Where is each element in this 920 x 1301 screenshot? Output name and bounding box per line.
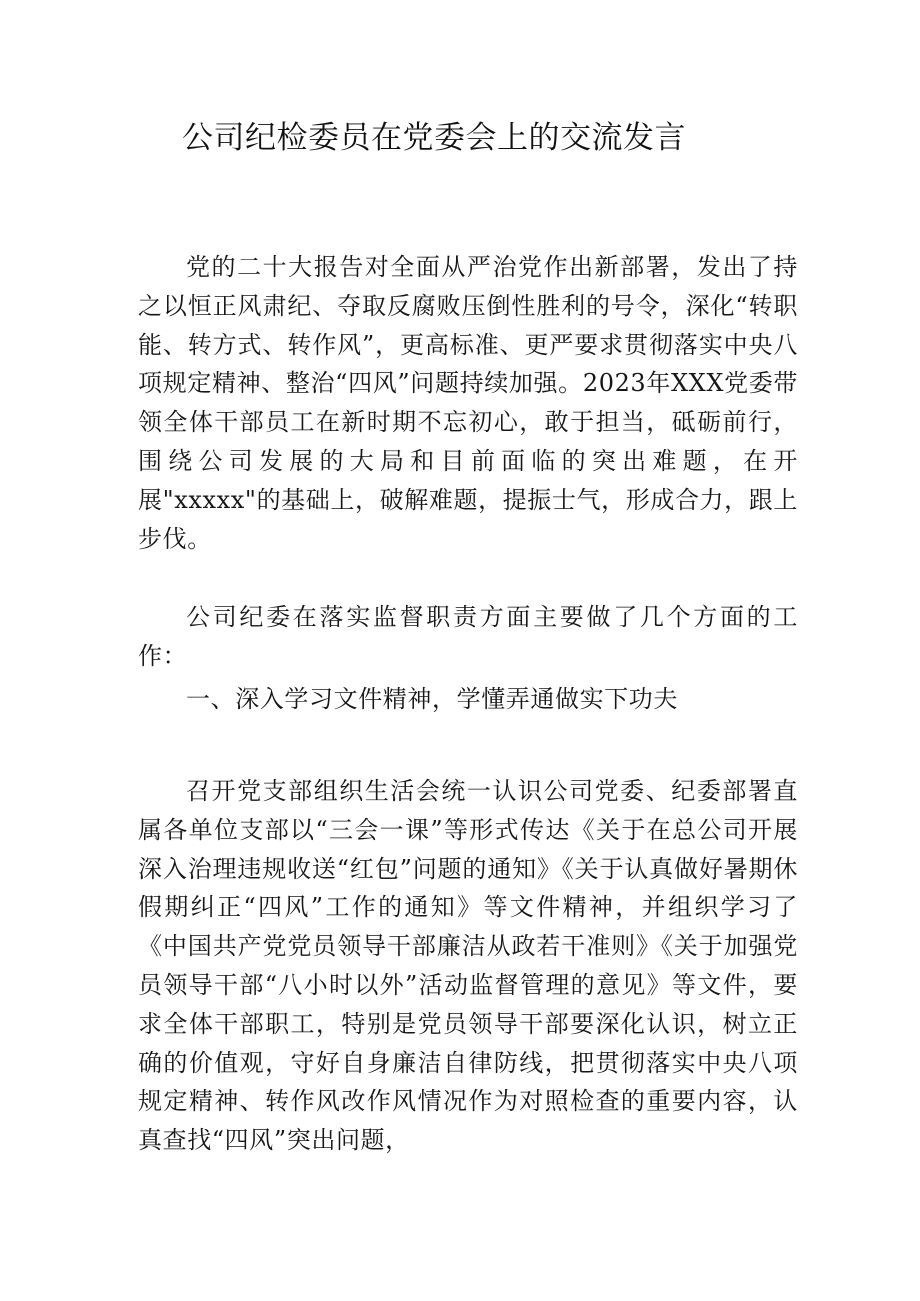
section-heading-1: 一、深入学习文件精神，学懂弄通做实下功夫 [186, 685, 678, 713]
document-title: 公司纪检委员在党委会上的交流发言 [182, 120, 686, 156]
paragraph-intro: 党的二十大报告对全面从严治党作出新部署，发出了持之以恒正风肃纪、夺取反腐败压倒性胜利的号令，深化“转职能、转方式、转作风”，更高标准、更严要求贯彻落实中央八项规定精神、整治“四风”问题持续加强。2023年XXX党委带领全体干部员工在新时期不忘初心，敢于担当，砥砺前行，围绕公司发展的大局和目前面临的突出难题，在开展"xxxxx"的基础上，破解难题，提振士气，形成合力，跟上步伐。 [138, 253, 798, 553]
paragraph-work-summary: 公司纪委在落实监督职责方面主要做了几个方面的工作： [138, 603, 798, 670]
paragraph-section-1-body: 召开党支部组织生活会统一认识公司党委、纪委部署直属各单位支部以“三会一课”等形式传达《关于在总公司开展深入治理违规收送“红包”问题的通知》《关于认真做好暑期休假期纠正“四风”工作的通知》等文件精神，并组织学习了《中国共产党党员领导干部廉洁从政若干准则》《关于加强党员领导干部“八小时以外”活动监督管理的意见》等文件，要求全体干部职工，特别是党员领导干部要深化认识，树立正确的价值观，守好自身廉洁自律防线，把贯彻落实中央八项规定精神、转作风改作风情况作为对照检查的重要内容，认真查找“四风”突出问题， [138, 777, 798, 1155]
